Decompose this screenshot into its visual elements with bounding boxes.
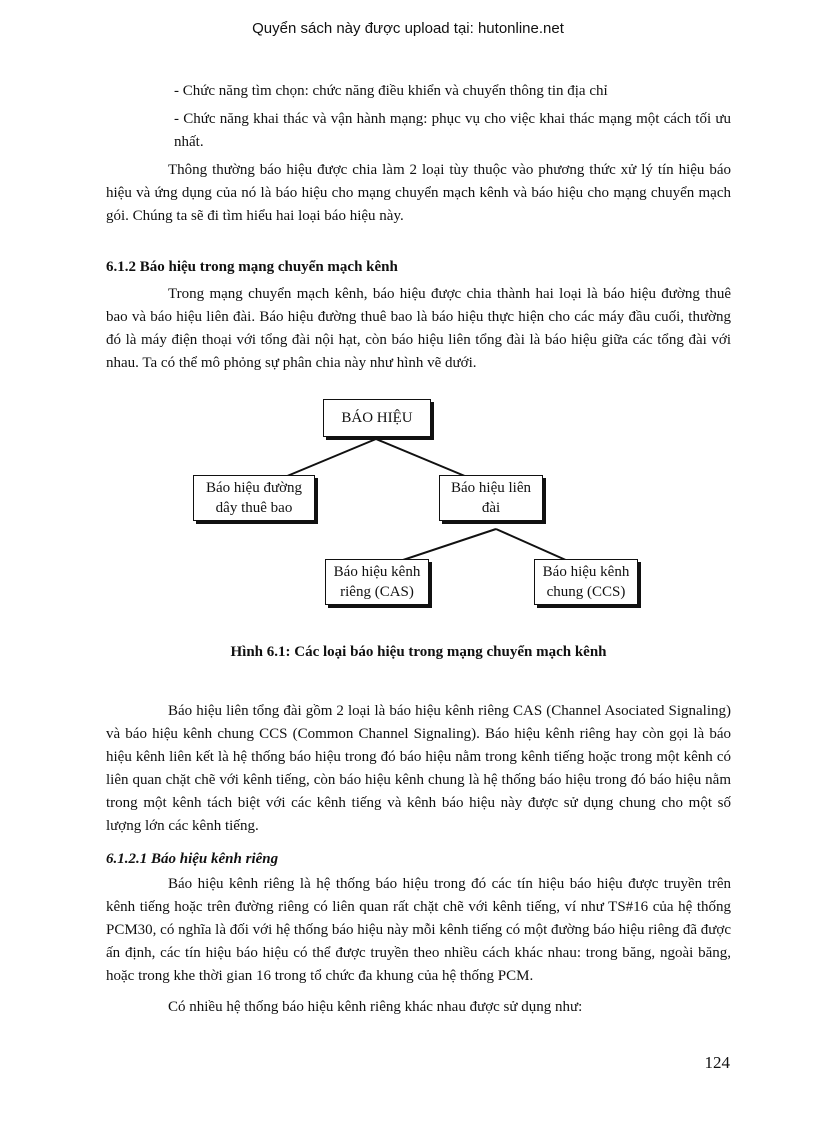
section-heading-6-1-2: 6.1.2 Báo hiệu trong mạng chuyển mạch kênh xyxy=(106,259,398,275)
node-subscriber-line xyxy=(193,475,315,521)
node-root xyxy=(323,399,431,437)
node-ccs xyxy=(534,559,638,605)
node-cas xyxy=(325,559,429,605)
node-label-line: Báo hiệu đường xyxy=(205,480,303,496)
signaling-diagram xyxy=(106,399,731,631)
bullet-item: - Chức năng tìm chọn: chức năng điều khiển và chuyển thông tin địa chỉ xyxy=(174,83,608,99)
intro-paragraph: Thông thường báo hiệu được chia làm 2 loại tùy thuộc vào phương thức xử lý tín hiệu báo hiệu và ứng dụng của nó là báo hiệu cho mạng chuyển mạch kênh và báo hiệu cho mạng chuyển mạch gói. Chúng ta sẽ đi tìm hiểu hai loại báo hiệu này. xyxy=(106,162,731,224)
node-label-line: riêng (CAS) xyxy=(340,584,414,600)
node-inter-office xyxy=(439,475,543,521)
node-root-label: BÁO HIỆU xyxy=(341,410,413,426)
page-body xyxy=(106,80,731,1019)
cas-ccs-paragraph: Báo hiệu liên tổng đài gồm 2 loại là báo hiệu kênh riêng CAS (Channel Asociated Signaling) và báo hiệu kênh chung CCS (Common Channel Signaling). Báo hiệu kênh riêng hay còn gọi là báo hiệu kênh liên kết là hệ thống báo hiệu trong đó báo hiệu nằm trong kênh tiếng hoặc trong một kênh có liên quan chặt chẽ với kênh tiếng, còn báo hiệu kênh chung là hệ thống báo hiệu trong đó báo hiệu nằm trong một kênh tách biệt với các kênh tiếng và kênh báo hiệu này được sử dụng chung cho một số lượng lớn các kênh tiếng. xyxy=(106,703,731,834)
section-heading-6-1-2-1: 6.1.2.1 Báo hiệu kênh riêng xyxy=(106,851,279,867)
section-paragraph: Báo hiệu kênh riêng là hệ thống báo hiệu trong đó các tín hiệu báo hiệu được truyền trên kênh tiếng hoặc trên đường riêng có liên quan rất chặt chẽ với kênh tiếng, ví như TS#16 của hệ thống PCM30, có nghĩa là đối với hệ thống báo hiệu này mỗi kênh tiếng có một đường báo hiệu riêng đã được ấn định, các tín hiệu báo hiệu có thể được truyền theo nhiều cách khác nhau: trong băng, ngoài băng, hoặc trong khe thời gian 16 trong tổ chức đa khung của hệ thống PCM. xyxy=(106,876,731,984)
node-label-line: Báo hiệu liên xyxy=(451,480,531,496)
figure-caption: Hình 6.1: Các loại báo hiệu trong mạng chuyển mạch kênh xyxy=(230,644,607,660)
page-header: Quyển sách này được upload tại: hutonline.net xyxy=(252,20,564,37)
node-label-line: chung (CCS) xyxy=(546,584,626,600)
node-label-line: Báo hiệu kênh xyxy=(333,564,421,580)
node-label-line: dây thuê bao xyxy=(215,500,293,516)
node-label-line: Báo hiệu kênh xyxy=(542,564,630,580)
node-label-line: đài xyxy=(481,500,501,516)
section-paragraph: Trong mạng chuyển mạch kênh, báo hiệu được chia thành hai loại là báo hiệu đường thuê bao và báo hiệu liên đài. Báo hiệu đường thuê bao là báo hiệu thực hiện cho các máy đầu cuối, thường đó là máy điện thoại với tổng đài nội hạt, còn báo hiệu liên tổng đài là báo hiệu giữa các tổng đài với nhau. Ta có thể mô phỏng sự phân chia này như hình vẽ dưới. xyxy=(106,286,731,371)
bullet-item: - Chức năng khai thác và vận hành mạng: phục vụ cho việc khai thác mạng một cách tối ưu nhất. xyxy=(174,111,731,150)
closing-paragraph: Có nhiều hệ thống báo hiệu kênh riêng khác nhau được sử dụng như: xyxy=(168,999,583,1015)
page-number: 124 xyxy=(704,1053,730,1072)
